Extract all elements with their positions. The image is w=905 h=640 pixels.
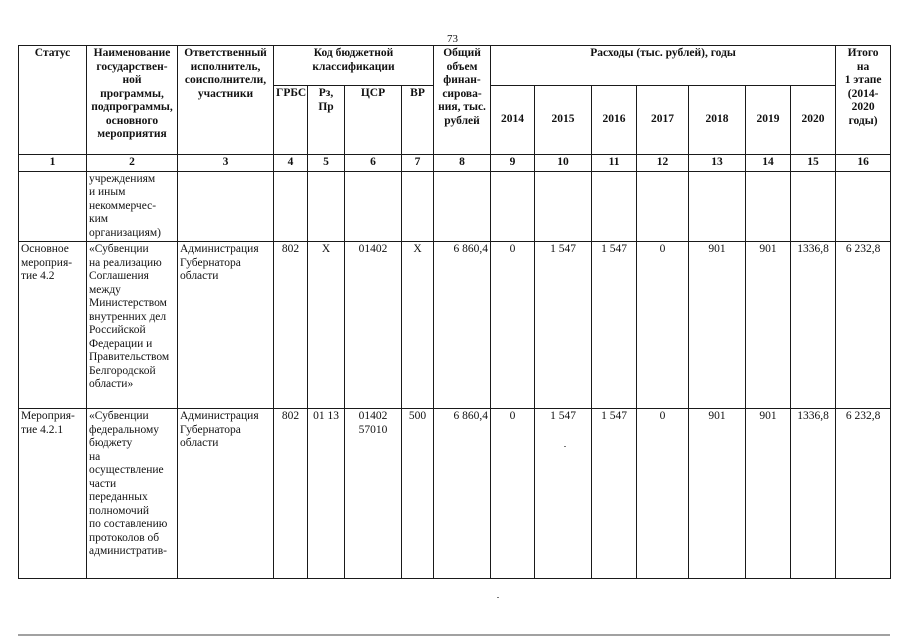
column-number: 9 bbox=[491, 155, 535, 172]
cell-executor bbox=[178, 171, 274, 242]
cell-year-value: 1 547 bbox=[592, 409, 637, 579]
column-number: 10 bbox=[535, 155, 592, 172]
header-year: 2017 bbox=[637, 86, 689, 155]
scan-edge-line bbox=[18, 634, 890, 636]
column-number: 6 bbox=[345, 155, 402, 172]
cell-status: Мероприя- тие 4.2.1 bbox=[19, 409, 87, 579]
cell-year-value bbox=[535, 171, 592, 242]
cell-total: 6 860,4 bbox=[434, 409, 491, 579]
column-number: 2 bbox=[87, 155, 178, 172]
cell-year-value: 0 bbox=[491, 409, 535, 579]
cell-year-value bbox=[746, 171, 791, 242]
cell-vr bbox=[402, 171, 434, 242]
cell-total: 6 860,4 bbox=[434, 242, 491, 409]
cell-year-value: 1336,8 bbox=[791, 242, 836, 409]
column-number: 4 bbox=[274, 155, 308, 172]
header-program-name: Наименование государствен- ной программы, подпрограммы, основного мероприятия bbox=[87, 46, 178, 155]
cell-executor: Администрация Губернатора области bbox=[178, 409, 274, 579]
column-number: 8 bbox=[434, 155, 491, 172]
cell-csr: 01402 bbox=[345, 242, 402, 409]
column-number: 15 bbox=[791, 155, 836, 172]
cell-executor: Администрация Губернатора области bbox=[178, 242, 274, 409]
cell-year-value: 901 bbox=[746, 409, 791, 579]
cell-year-value: 1 547 bbox=[592, 242, 637, 409]
column-number: 5 bbox=[308, 155, 345, 172]
cell-year-value: 1 547 bbox=[535, 242, 592, 409]
cell-rzpr bbox=[308, 171, 345, 242]
header-csr: ЦСР bbox=[345, 86, 402, 155]
column-number-row bbox=[19, 155, 891, 172]
cell-year-value: 1 547 bbox=[535, 409, 592, 579]
cell-grbs: 802 bbox=[274, 242, 308, 409]
column-number: 16 bbox=[836, 155, 891, 172]
header-rzpr: Рз, Пр bbox=[308, 86, 345, 155]
header-budget-code: Код бюджетной классификации bbox=[274, 46, 434, 86]
header-total-volume: Общий объем финан- сирова- ния, тыс. рублей bbox=[434, 46, 491, 155]
header-year: 2018 bbox=[689, 86, 746, 155]
column-number: 3 bbox=[178, 155, 274, 172]
table-row bbox=[19, 242, 891, 409]
table-row bbox=[19, 171, 891, 242]
cell-grbs: 802 bbox=[274, 409, 308, 579]
column-number: 12 bbox=[637, 155, 689, 172]
header-executor: Ответственный исполнитель, соисполнители, участники bbox=[178, 46, 274, 155]
column-number: 7 bbox=[402, 155, 434, 172]
cell-total bbox=[434, 171, 491, 242]
column-number: 13 bbox=[689, 155, 746, 172]
header-year: 2015 bbox=[535, 86, 592, 155]
scan-speck bbox=[497, 597, 499, 598]
header-total-stage: Итого на 1 этапе (2014- 2020 годы) bbox=[836, 46, 891, 155]
cell-status: Основное мероприя- тие 4.2 bbox=[19, 242, 87, 409]
header-year: 2014 bbox=[491, 86, 535, 155]
column-number: 14 bbox=[746, 155, 791, 172]
header-year: 2020 bbox=[791, 86, 836, 155]
cell-year-value bbox=[637, 171, 689, 242]
cell-csr: 01402 57010 bbox=[345, 409, 402, 579]
cell-rzpr: Х bbox=[308, 242, 345, 409]
cell-year-value: 0 bbox=[637, 409, 689, 579]
cell-vr: 500 bbox=[402, 409, 434, 579]
cell-rzpr: 01 13 bbox=[308, 409, 345, 579]
header-year: 2019 bbox=[746, 86, 791, 155]
scan-speck bbox=[564, 446, 566, 447]
cell-year-value bbox=[592, 171, 637, 242]
cell-program-name: «Субвенции федеральному бюджету на осуществление части переданных полномочий по составлению протоколов об административ- bbox=[87, 409, 178, 579]
cell-vr: Х bbox=[402, 242, 434, 409]
cell-grbs bbox=[274, 171, 308, 242]
cell-program-name: учреждениям и иным некоммерчес- ким организациям) bbox=[87, 171, 178, 242]
cell-stage-total: 6 232,8 bbox=[836, 242, 891, 409]
cell-year-value bbox=[491, 171, 535, 242]
column-number: 11 bbox=[592, 155, 637, 172]
budget-table bbox=[18, 45, 891, 579]
cell-year-value: 0 bbox=[491, 242, 535, 409]
cell-program-name: «Субвенции на реализацию Соглашения между Министерством внутренних дел Российской Федерации и Правительством Белгородской области» bbox=[87, 242, 178, 409]
header-vr: ВР bbox=[402, 86, 434, 155]
cell-year-value: 901 bbox=[689, 242, 746, 409]
page-number: 73 bbox=[447, 33, 458, 45]
header-status: Статус bbox=[19, 46, 87, 155]
cell-year-value: 1336,8 bbox=[791, 409, 836, 579]
cell-year-value: 0 bbox=[637, 242, 689, 409]
cell-year-value bbox=[689, 171, 746, 242]
column-number: 1 bbox=[19, 155, 87, 172]
cell-stage-total: 6 232,8 bbox=[836, 409, 891, 579]
table-row bbox=[19, 409, 891, 579]
cell-stage-total bbox=[836, 171, 891, 242]
cell-year-value: 901 bbox=[689, 409, 746, 579]
header-grbs: ГРБС bbox=[274, 86, 308, 155]
cell-year-value bbox=[791, 171, 836, 242]
cell-status bbox=[19, 171, 87, 242]
header-expenses: Расходы (тыс. рублей), годы bbox=[491, 46, 836, 86]
cell-csr bbox=[345, 171, 402, 242]
cell-year-value: 901 bbox=[746, 242, 791, 409]
header-year: 2016 bbox=[592, 86, 637, 155]
